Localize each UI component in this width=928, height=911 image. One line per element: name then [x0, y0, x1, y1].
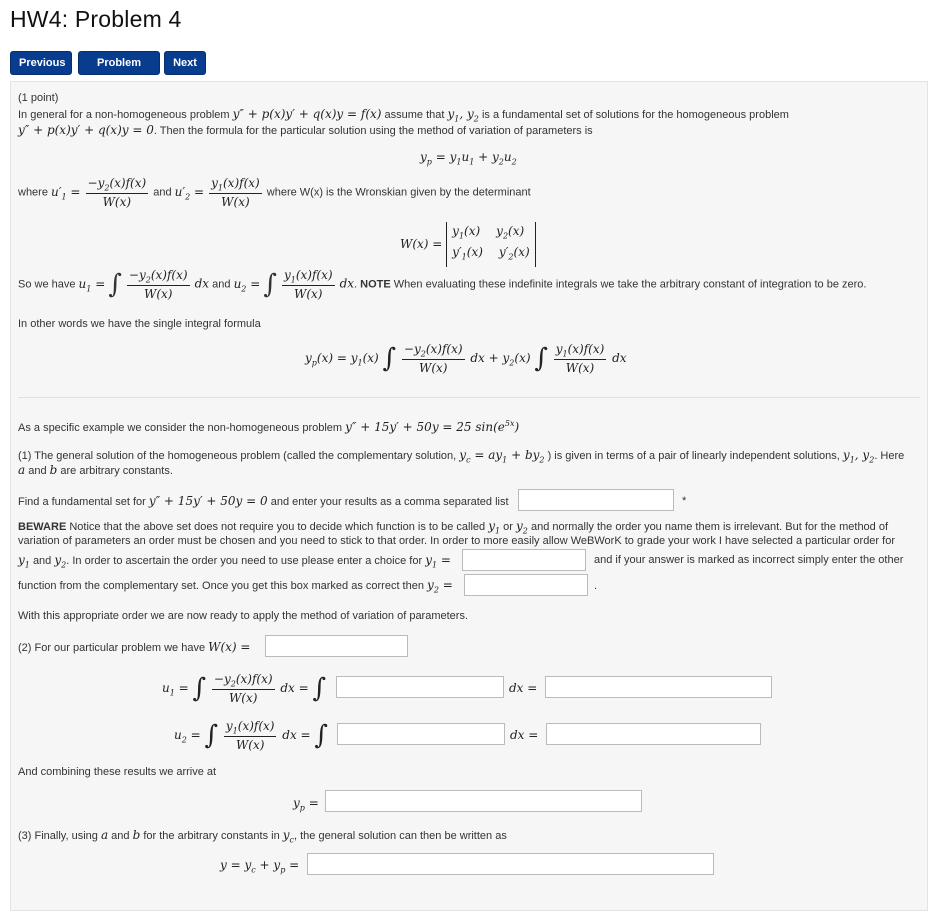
part1-line-2: a and b are arbitrary constants.	[18, 463, 173, 477]
points-label: (1 point)	[18, 92, 59, 104]
u-integrals: So we have $u_1$ = ∫ $\frac{-y_2(x)f(x)}{W(x)}$ dx and $u_2$ = ∫ $\frac{y_1(x)f(x)}{W(x)}$ dx. NOTE When evaluating these indefinite integrals we take the arbitrary constant of integration to be zero.	[18, 268, 867, 302]
problem-list-button[interactable]: Problem	[78, 51, 160, 75]
u2-integrand-input[interactable]	[337, 723, 505, 745]
y2-input[interactable]	[464, 574, 588, 596]
u2-input[interactable]	[546, 723, 761, 745]
y1-input[interactable]	[462, 549, 586, 571]
beware-line-3b: and if your answer is marked as incorrect simply enter the other	[594, 554, 904, 566]
u2-row: $u_2$ = ∫ $\frac{y_1(x)f(x)}{W(x)}$ dx = ∫	[174, 719, 328, 753]
general-solution-label: $y = y_c + y_p$ =	[220, 858, 300, 875]
page-title: HW4: Problem 4	[10, 6, 182, 32]
beware-line-2: variation of parameters an order must be chosen and you need to stick to that order. In order to more easily allow WeBWorK to grade your work I have selected a particular order for	[18, 535, 895, 547]
beware-line-1: BEWARE Notice that the above set does not require you to decide which function is to be called $y_1$ or $y_2$ and normally the order you name them is irrelevant. But for the method of	[18, 519, 889, 536]
u1-integrand-input[interactable]	[336, 676, 504, 698]
yp-formula: $y_p = y_1u_1 + y_2u_2$	[420, 150, 517, 167]
combining-text: And combining these results we arrive at	[18, 766, 217, 778]
yp-label: $y_p$ =	[293, 796, 319, 813]
previous-button[interactable]: Previous	[10, 51, 72, 75]
next-button[interactable]: Next	[164, 51, 206, 75]
intro-line-2: y″ + p(x)y′ + q(x)y = 0. Then the formula for the particular solution using the method of variation of parameters is	[18, 123, 593, 137]
u1-row: $u_1$ = ∫ $\frac{-y_2(x)f(x)}{W(x)}$ dx = ∫	[162, 672, 327, 706]
fundamental-set-input[interactable]	[518, 489, 674, 511]
beware-line-3: $y_1$ and $y_2$. In order to ascertain the order you need to use please enter a choice for $y_1$ =	[18, 553, 451, 570]
intro-line-1: In general for a non-homogeneous problem y″ + p(x)y′ + q(x)y = f(x) assume that $y_1$, $y_2$ is a fundamental set of solutions for the homogeneous problem	[18, 107, 789, 124]
wronskian-determinant: W(x) = $y_1(x)$ $y_2(x)$ $y'_1(x)$ $y'_2(x)$	[400, 222, 536, 267]
find-fundamental-text: Find a fundamental set for y″ + 15y′ + 50y = 0 and enter your results as a comma separated list	[18, 494, 509, 508]
general-solution-input[interactable]	[307, 853, 714, 875]
other-words-text: In other words we have the single integral formula	[18, 318, 261, 330]
period: .	[594, 580, 598, 592]
wronskian-input[interactable]	[265, 635, 408, 657]
beware-line-4: function from the complementary set. Once you get this box marked as correct then $y_2$ =	[18, 578, 453, 595]
specific-example: As a specific example we consider the non-homogeneous problem y″ + 15y′ + 50y = 25 $\sin(e^{5x})$	[18, 419, 520, 434]
part1-line-1: (1) The general solution of the homogeneous problem (called the complementary solution, $y_c = ay_1 + by_2$ ) is given in terms of a pair of linearly independent solutions, $y_1$, $y_2$. Here	[18, 448, 905, 465]
u-prime-definitions: where $u'_1$ = $\frac{-y_2(x)f(x)}{W(x)}$ and $u'_2$ = $\frac{y_1(x)f(x)}{W(x)}$ where W(x) is the Wronskian given by the determinant	[18, 176, 531, 210]
required-asterisk: *	[682, 495, 687, 507]
part3-text: (3) Finally, using a and b for the arbitrary constants in $y_c$, the general solution can then be written as	[18, 828, 507, 845]
appropriate-order-text: With this appropriate order we are now ready to apply the method of variation of parameters.	[18, 610, 469, 622]
u1-dx: dx =	[509, 681, 538, 695]
single-integral-formula: $y_p(x) = y_1(x)$ ∫ $\frac{-y_2(x)f(x)}{W(x)}$ dx + $y_2(x)$ ∫ $\frac{y_1(x)f(x)}{W(x)}$ dx	[305, 342, 627, 376]
u2-dx: dx =	[510, 728, 539, 742]
u1-input[interactable]	[545, 676, 772, 698]
divider	[18, 397, 920, 398]
part2-text: (2) For our particular problem we have W(x) =	[18, 640, 251, 654]
yp-input[interactable]	[325, 790, 642, 812]
